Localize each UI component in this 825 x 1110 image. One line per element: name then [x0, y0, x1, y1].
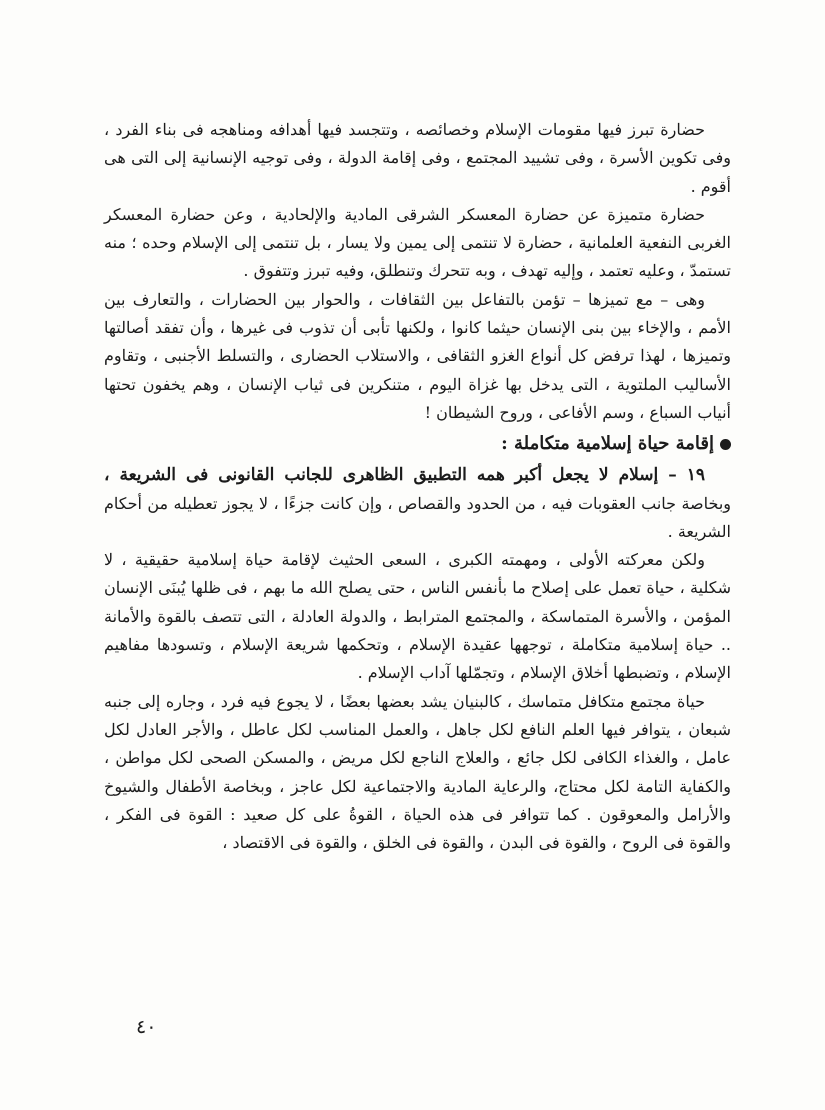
paragraph: حضارة تبرز فيها مقومات الإسلام وخصائصه ، وتتجسد فيها أهدافه ومناهجه فى بناء الفرد ، وفى تكوين الأسرة ، وفى تشييد المجتمع ، وفى إقامة الدولة ، وفى توجيه الإنسانية إلى التى هى أقوم .	[104, 120, 731, 196]
item-19-lead: ١٩ – إسلام لا يجعل أكبر همه التطبيق الظاهرى للجانب القانونى فى الشريعة ،	[104, 465, 705, 486]
section-heading-text: إقامة حياة إسلامية متكاملة :	[501, 433, 714, 455]
section-heading	[104, 427, 731, 461]
item-19-rest: وبخاصة جانب العقوبات فيه ، من الحدود والقصاص ، وإن كانت جزءًا ، لا يجوز تعطيله من أحكام الشريعة .	[104, 493, 731, 541]
paragraph: ولكن معركته الأولى ، ومهمته الكبرى ، السعى الحثيث لإقامة حياة إسلامية حقيقية ، لا شكلية ، حياة تعمل على إصلاح ما بأنفس الناس ، حتى يصلح الله ما بهم ، فى ظلها يُبنَى الإنسان المؤمن ، والأسرة المتماسكة ، والمجتمع المترابط ، والدولة العادلة ، التى تتصف بالقوة والأمانة .. حياة إسلامية متكاملة ، توجهها عقيدة الإسلام ، وتحكمها شريعة الإسلام ، وتسودها مفاهيم الإسلام ، وتضبطها أخلاق الإسلام ، وتجمّلها آداب الإسلام .	[104, 550, 732, 683]
paragraph: وهى – مع تميزها – تؤمن بالتفاعل بين الثقافات ، والحوار بين الحضارات ، والتعارف بين الأمم ، والإخاء بين بنى الإنسان حيثما كانوا ، ولكنها تأبى أن تذوب فى غيرها ، وأن تفقد أصالتها وتميزها ، لهذا ترفض كل أنواع الغزو الثقافى ، والاستلاب الحضارى ، والتسلط الأجنبى ، وتقاوم الأساليب الملتوية ، التى يدخل بها غزاة اليوم ، متنكرين فى ثياب الإنسان ، وهم يخفون تحتها أنياب السباع ، وسم الأفاعى ، وروح الشيطان !	[104, 289, 731, 422]
body-text	[104, 116, 731, 857]
item-19-paragraph	[104, 461, 731, 546]
paragraph: حضارة متميزة عن حضارة المعسكر الشرقى المادية والإلحادية ، وعن حضارة المعسكر الغربى النفعية العلمانية ، حضارة لا تنتمى إلى يمين ولا يسار ، بل تنتمى إلى الإسلام وحده ؛ منه تستمدّ ، وعليه تعتمد ، وإليه تهدف ، وبه تتحرك وتنطلق، وفيه تبرز وتتفوق .	[104, 204, 731, 281]
page-number: ٤٠	[136, 1016, 157, 1038]
bullet-icon	[720, 439, 731, 450]
paragraph: حياة مجتمع متكافل متماسك ، كالبنيان يشد بعضها بعضًا ، لا يجوع فيه فرد ، وجاره إلى جنبه شبعان ، يتوافر فيها العلم النافع لكل جاهل ، والعمل المناسب لكل عاطل ، والأجر العادل لكل عامل ، والغذاء الكافى لكل جائع ، والعلاج الناجع لكل مريض ، والمسكن الصحى لكل مواطن ، والكفاية التامة لكل محتاج، والرعاية المادية والاجتماعية لكل عاجز ، وبخاصة الأطفال والشيوخ والأرامل والمعوقون . كما تتوافر فى هذه الحياة ، القوةُ على كل صعيد : القوة فى الفكر ، والقوة فى الروح ، والقوة فى البدن ، والقوة فى الخلق ، والقوة فى الاقتصاد ،	[104, 691, 731, 853]
